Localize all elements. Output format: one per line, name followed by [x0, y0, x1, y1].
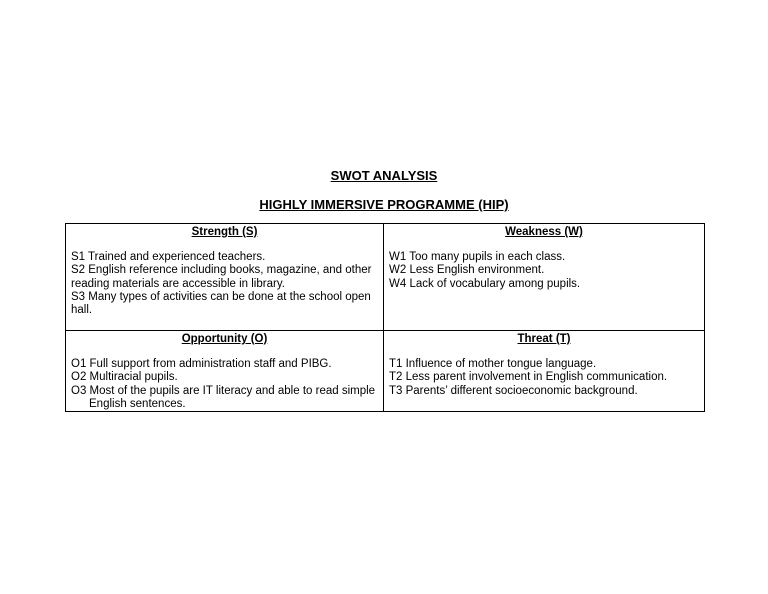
opportunity-item-continuation: English sentences.	[89, 397, 186, 410]
threat-item: T1 Influence of mother tongue language.	[389, 358, 597, 370]
swot-row-bottom	[66, 331, 705, 412]
threat-heading: Threat (T)	[517, 333, 571, 345]
threat-item: T2 Less parent involvement in English communication.	[389, 371, 668, 384]
swot-row-top	[66, 224, 705, 331]
document-subtitle: HIGHLY IMMERSIVE PROGRAMME (HIP)	[259, 197, 509, 212]
weakness-item: W1 Too many pupils in each class.	[389, 251, 566, 263]
strength-heading: Strength (S)	[191, 226, 258, 238]
opportunity-heading: Opportunity (O)	[181, 333, 268, 345]
document-title: SWOT ANALYSIS	[330, 168, 438, 183]
swot-table	[65, 223, 705, 412]
threat-cell	[384, 331, 705, 412]
opportunity-item: O2 Multiracial pupils.	[71, 371, 178, 384]
weakness-heading: Weakness (W)	[505, 226, 583, 238]
weakness-item: W4 Lack of vocabulary among pupils.	[389, 277, 581, 290]
weakness-cell	[384, 224, 705, 331]
opportunity-cell	[66, 331, 384, 412]
opportunity-item: O1 Full support from administration staff and PIBG.	[71, 358, 332, 370]
strength-cell	[66, 224, 384, 331]
strength-item: S2 English reference including books, magazine, and other reading materials are accessible in library.	[71, 264, 372, 290]
opportunity-item: O3 Most of the pupils are IT literacy and able to read simple	[71, 384, 376, 397]
weakness-item: W2 Less English environment.	[389, 264, 545, 277]
threat-item: T3 Parents’ different socioeconomic background.	[389, 384, 638, 397]
strength-item: S1 Trained and experienced teachers.	[71, 251, 266, 263]
strength-item: S3 Many types of activities can be done at the school open hall.	[71, 290, 371, 317]
